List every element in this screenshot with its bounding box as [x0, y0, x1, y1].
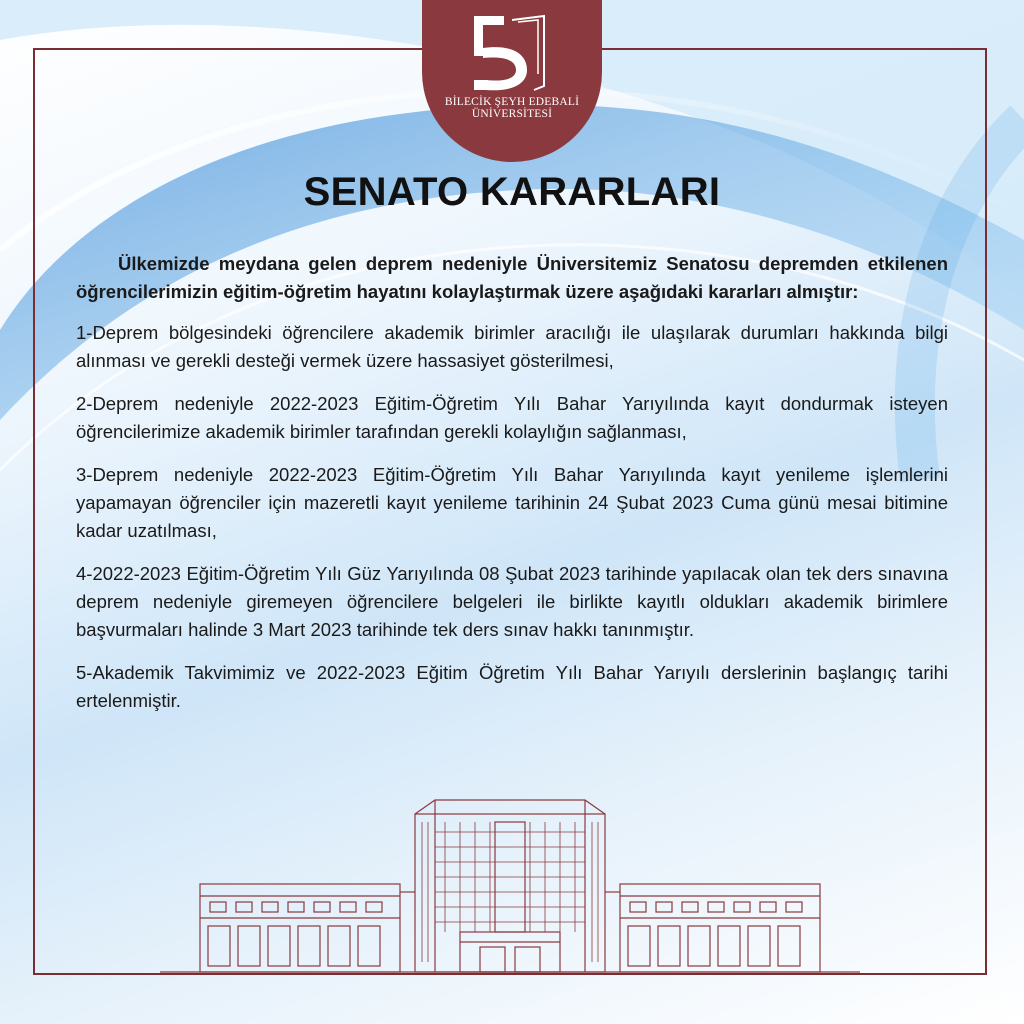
- page-title: SENATO KARARLARI: [303, 170, 721, 214]
- campus-building-illustration: [160, 792, 860, 980]
- decision-item-3: 3-Deprem nedeniyle 2022-2023 Eğitim-Öğretim Yılı Bahar Yarıyılında kayıt yenileme işlemlerini yapamayan öğrenciler için mazeretli kayıt yenileme tarihinin 24 Şubat 2023 Cuma günü mesai bitimine kadar uzatılması,: [76, 464, 948, 541]
- university-logo-mark-icon: [472, 14, 552, 94]
- decision-item-4: 4-2022-2023 Eğitim-Öğretim Yılı Güz Yarıyılında 08 Şubat 2023 tarihinde yapılacak olan tek ders sınavına deprem nedeniyle giremeyen öğrencilere belgeleri ile birlikte kayıtlı oldukları akademik birimlere başvurmaları halinde 3 Mart 2023 tarihinde tek ders sınav hakkı tanınmıştır.: [76, 563, 948, 640]
- announcement-body: [76, 250, 948, 730]
- decision-item-2: 2-Deprem nedeniyle 2022-2023 Eğitim-Öğretim Yılı Bahar Yarıyılında kayıt dondurmak isteyen öğrencilerimize akademik birimler tarafından gerekli kolaylığın sağlanması,: [76, 393, 948, 442]
- university-name-line1: BİLECİK ŞEYH EDEBALİ: [444, 96, 580, 108]
- intro-paragraph: Ülkemizde meydana gelen deprem nedeniyle Üniversitemiz Senatosu depremden etkilenen öğrencilerimizin eğitim-öğretim hayatını kolaylaştırmak üzere aşağıdaki kararları almıştır:: [76, 253, 948, 302]
- decision-item-1: 1-Deprem bölgesindeki öğrencilere akademik birimler aracılığı ile ulaşılarak durumları hakkında bilgi alınması ve gerekli desteği vermek üzere hassasiyet gösterilmesi,: [76, 322, 948, 371]
- university-name-line2: ÜNİVERSİTESİ: [471, 108, 553, 120]
- decision-item-5: 5-Akademik Takvimimiz ve 2022-2023 Eğitim Öğretim Yılı Bahar Yarıyılı derslerinin başlangıç tarihi ertelenmiştir.: [76, 662, 948, 711]
